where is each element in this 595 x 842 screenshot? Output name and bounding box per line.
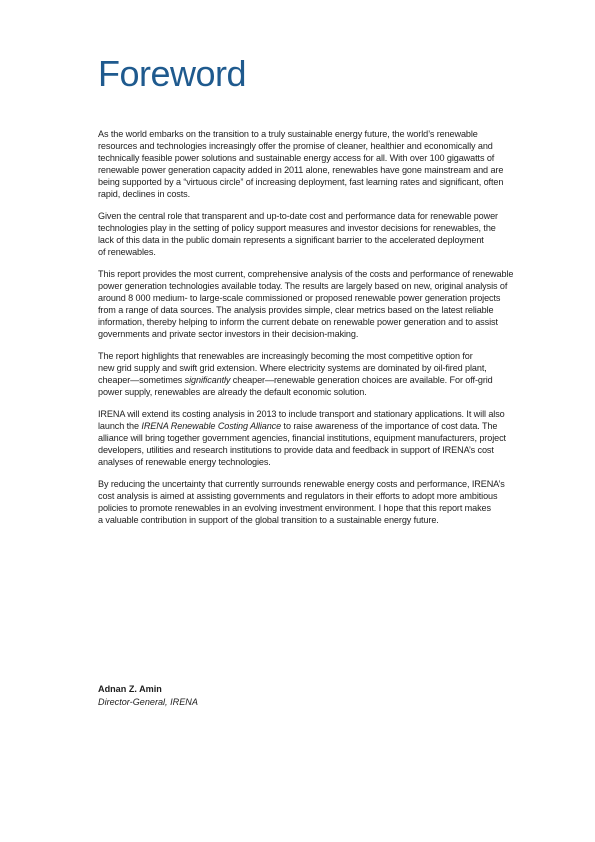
text-line: This report provides the most current, comprehensive analysis of the costs and performance of renewable: [98, 268, 514, 279]
signatory-title: Director-General, IRENA: [98, 697, 198, 707]
paragraph-4: [98, 350, 550, 398]
text-line: resources and technologies increasingly offer the promise of cleaner, healthier and economically and: [98, 141, 493, 152]
text-segment: launch the: [98, 420, 142, 431]
text-line: a valuable contribution in support of the global transition to a sustainable energy future.: [98, 515, 439, 526]
text-line: The report highlights that renewables are increasingly becoming the most competitive option for: [98, 351, 473, 361]
page-title: Foreword: [98, 53, 247, 94]
signatory-name: Adnan Z. Amin: [98, 684, 162, 694]
text-line: technologies play in the setting of policy support measures and investor decisions for renewables, the: [98, 223, 496, 234]
text-line: policies to promote renewables in an evolving investment environment. I hope that this report makes: [98, 503, 491, 514]
signature-block: [98, 683, 198, 709]
paragraph-5: [98, 408, 550, 468]
emphasis-text: IRENA Renewable Costing Alliance: [141, 420, 282, 431]
text-line: governments and private sector investors in their decision-making.: [98, 329, 359, 340]
text-segment: cheaper—renewable generation choices are available. For off-grid: [230, 375, 493, 386]
text-line: being supported by a “virtuous circle” of increasing deployment, fast learning rates and significant, often: [98, 177, 504, 188]
text-line: alliance will bring together government agencies, financial institutions, equipment manufacturers, project: [98, 433, 506, 444]
text-line: power supply, renewables are already the default economic solution.: [98, 387, 367, 398]
paragraph-1: [98, 128, 550, 201]
text-line: [98, 420, 550, 432]
emphasis-text: significantly: [184, 375, 231, 386]
text-line: Given the central role that transparent and up-to-date cost and performance data for renewable power: [98, 211, 498, 222]
text-line: power generation technologies available today. The results are largely based on new, original analysis of: [98, 281, 508, 292]
text-line: cost analysis is aimed at assisting governments and regulators in their efforts to adopt more ambitious: [98, 490, 498, 501]
text-line: of renewables.: [98, 247, 156, 258]
text-line: [98, 374, 550, 386]
paragraph-3: [98, 268, 550, 341]
paragraph-6: [98, 478, 550, 526]
text-line: lack of this data in the public domain represents a significant barrier to the accelerated deployment: [98, 235, 484, 246]
text-line: new grid supply and swift grid extension. Where electricity systems are dominated by oil-fired plant,: [98, 363, 487, 374]
text-line: As the world embarks on the transition to a truly sustainable energy future, the world’s renewable: [98, 129, 478, 139]
text-line: around 8 000 medium- to large-scale commissioned or proposed renewable power generation projects: [98, 293, 501, 304]
text-line: analyses of renewable energy technologies.: [98, 457, 271, 468]
text-line: information, thereby helping to inform the current debate on renewable power generation and to assist: [98, 317, 498, 328]
foreword-body: [98, 128, 550, 536]
text-line: IRENA will extend its costing analysis in 2013 to include transport and stationary applications. It will also: [98, 408, 505, 419]
paragraph-2: [98, 210, 550, 258]
text-segment: cheaper—sometimes: [98, 375, 185, 386]
text-line: renewable power generation capacity added in 2011 alone, renewables have gone mainstream and are: [98, 165, 504, 176]
text-line: from a range of data sources. The analysis provides simple, clear metrics based on the latest reliable: [98, 305, 494, 316]
text-line: rapid, declines in costs.: [98, 189, 191, 200]
text-segment: to raise awareness of the importance of cost data. The: [281, 420, 498, 431]
text-line: By reducing the uncertainty that currently surrounds renewable energy costs and performance, IRENA’s: [98, 478, 505, 489]
text-line: developers, utilities and research institutions to provide data and feedback in support of IRENA’s cost: [98, 445, 494, 456]
text-line: technically feasible power solutions and sustainable energy access for all. With over 100 gigawatts of: [98, 153, 495, 164]
